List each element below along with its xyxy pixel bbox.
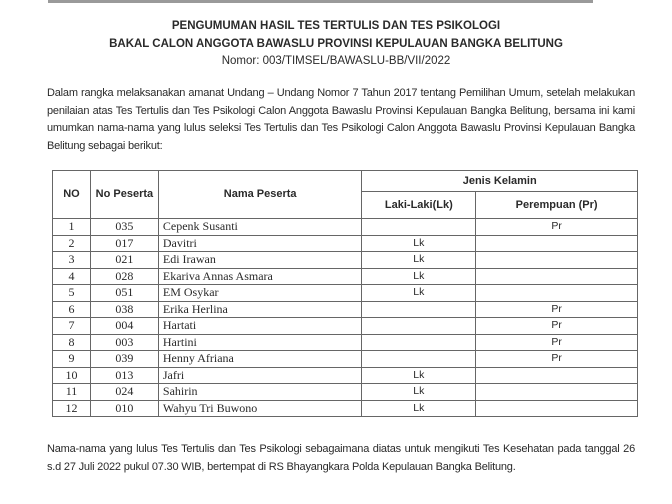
cell-no: 4 xyxy=(53,268,91,285)
cell-no-peserta: 010 xyxy=(90,400,158,417)
cell-lk xyxy=(362,318,476,335)
table-row xyxy=(53,301,638,318)
cell-lk xyxy=(362,351,476,368)
cell-lk xyxy=(362,334,476,351)
cell-no-peserta: 004 xyxy=(90,318,158,335)
cell-no: 1 xyxy=(53,219,91,236)
cell-lk: Lk xyxy=(362,367,476,384)
cell-no-peserta: 003 xyxy=(90,334,158,351)
cell-no: 12 xyxy=(53,400,91,417)
cell-pr xyxy=(476,400,638,417)
table-row xyxy=(53,235,638,252)
cell-nama: Ekariva Annas Asmara xyxy=(158,268,362,285)
table-row xyxy=(53,219,638,236)
intro-paragraph: Dalam rangka melaksanakan amanat Undang – Undang Nomor 7 Tahun 2017 tentang Pemilihan Umum, setelah melakukan penilaian atas Tes Tertulis dan Tes Psikologi Calon Anggota Bawaslu Provinsi Kepulauan Bangka Belitung, bersama ini kami umumkan nama-nama yang lulus seleksi Tes Tertulis dan Tes Psikologi Calon Anggota Bawaslu Provinsi Kepulauan Bangka Belitung sebagai berikut: xyxy=(47,87,635,152)
cell-nama: Sahirin xyxy=(158,384,362,401)
table-row xyxy=(53,334,638,351)
cell-pr xyxy=(476,268,638,285)
cell-no: 10 xyxy=(53,367,91,384)
cell-nama: Henny Afriana xyxy=(158,351,362,368)
table-row xyxy=(53,268,638,285)
cell-pr xyxy=(476,384,638,401)
cell-no-peserta: 013 xyxy=(90,367,158,384)
cell-no-peserta: 021 xyxy=(90,252,158,269)
cell-nama: Erika Herlina xyxy=(158,301,362,318)
cell-no: 9 xyxy=(53,351,91,368)
table-row xyxy=(53,285,638,302)
table-row xyxy=(53,252,638,269)
cell-pr xyxy=(476,252,638,269)
cell-lk: Lk xyxy=(362,268,476,285)
cell-lk: Lk xyxy=(362,400,476,417)
table-row xyxy=(53,318,638,335)
header-lk: Laki-Laki(Lk) xyxy=(362,192,476,219)
cell-no: 6 xyxy=(53,301,91,318)
cell-no-peserta: 051 xyxy=(90,285,158,302)
cell-pr xyxy=(476,367,638,384)
table-row xyxy=(53,400,638,417)
cell-lk: Lk xyxy=(362,384,476,401)
cell-no-peserta: 028 xyxy=(90,268,158,285)
cell-pr: Pr xyxy=(476,219,638,236)
closing-paragraph: Nama-nama yang lulus Tes Tertulis dan Tes Psikologi sebagaimana diatas untuk mengikuti Tes Kesehatan pada tanggal 26 s.d 27 Juli 2022 pukul 07.30 WIB, bertempat di RS Bhayangkara Polda Kepulauan Bangka Belitung. xyxy=(47,443,635,473)
cell-no-peserta: 039 xyxy=(90,351,158,368)
cell-nama: Edi Irawan xyxy=(158,252,362,269)
header-jenis-kelamin: Jenis Kelamin xyxy=(362,171,638,192)
top-border xyxy=(48,0,593,3)
cell-lk xyxy=(362,301,476,318)
cell-pr: Pr xyxy=(476,351,638,368)
cell-no: 5 xyxy=(53,285,91,302)
cell-nama: Hartini xyxy=(158,334,362,351)
cell-no: 7 xyxy=(53,318,91,335)
header-pr: Perempuan (Pr) xyxy=(476,192,638,219)
title-line-1: PENGUMUMAN HASIL TES TERTULIS DAN TES PSIKOLOGI xyxy=(171,20,501,32)
results-table xyxy=(52,170,638,417)
cell-pr: Pr xyxy=(476,334,638,351)
header-no-peserta: No Peserta xyxy=(90,171,158,219)
cell-no: 8 xyxy=(53,334,91,351)
cell-no-peserta: 035 xyxy=(90,219,158,236)
cell-nama: Jafri xyxy=(158,367,362,384)
cell-pr: Pr xyxy=(476,318,638,335)
cell-lk: Lk xyxy=(362,235,476,252)
header-nama: Nama Peserta xyxy=(158,171,362,219)
cell-nama: Cepenk Susanti xyxy=(158,219,362,236)
cell-pr: Pr xyxy=(476,301,638,318)
cell-no-peserta: 024 xyxy=(90,384,158,401)
cell-no-peserta: 038 xyxy=(90,301,158,318)
cell-pr xyxy=(476,235,638,252)
title-line-2: BAKAL CALON ANGGOTA BAWASLU PROVINSI KEPULAUAN BANGKA BELITUNG xyxy=(109,38,563,50)
cell-lk: Lk xyxy=(362,252,476,269)
cell-nama: EM Osykar xyxy=(158,285,362,302)
cell-pr xyxy=(476,285,638,302)
header-no: NO xyxy=(53,171,91,219)
cell-no: 3 xyxy=(53,252,91,269)
cell-nama: Davitri xyxy=(158,235,362,252)
cell-nama: Wahyu Tri Buwono xyxy=(158,400,362,417)
table-row xyxy=(53,367,638,384)
cell-lk: Lk xyxy=(362,285,476,302)
cell-no-peserta: 017 xyxy=(90,235,158,252)
table-row xyxy=(53,351,638,368)
table-row xyxy=(53,384,638,401)
cell-nama: Hartati xyxy=(158,318,362,335)
document-number: Nomor: 003/TIMSEL/BAWASLU-BB/VII/2022 xyxy=(221,55,451,67)
cell-lk xyxy=(362,219,476,236)
cell-no: 2 xyxy=(53,235,91,252)
cell-no: 11 xyxy=(53,384,91,401)
